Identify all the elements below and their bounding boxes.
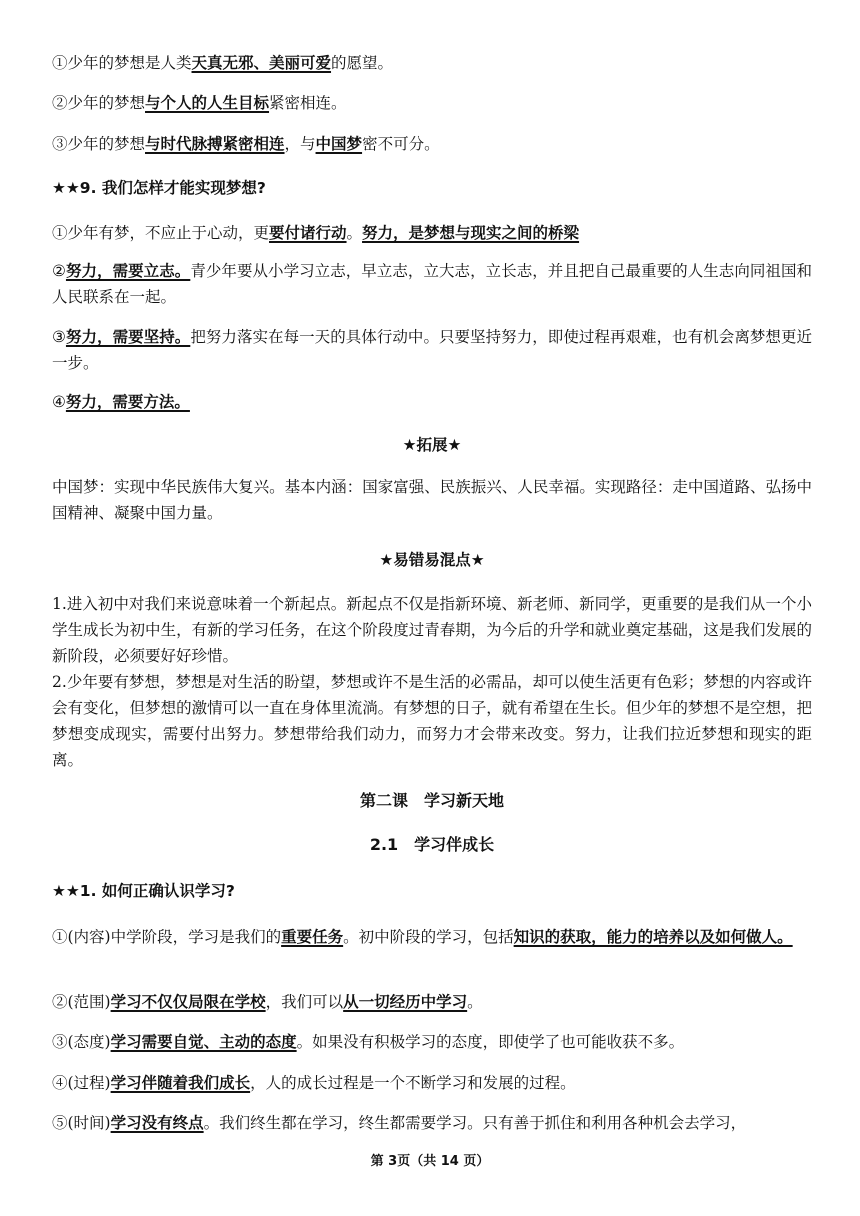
key-phrase: 重要任务 bbox=[281, 928, 344, 946]
text: ③ bbox=[52, 328, 66, 346]
q9-point-4 bbox=[52, 391, 812, 413]
key-phrase: 努力，需要坚持。 bbox=[65, 328, 191, 346]
text: ③(态度) bbox=[52, 1033, 111, 1051]
key-phrase: 努力，需要方法。 bbox=[65, 393, 190, 411]
text: ②(范围) bbox=[52, 993, 111, 1011]
text: 紧密相连。 bbox=[269, 94, 347, 112]
confusing-point-1: 1.进入初中对我们来说意味着一个新起点。新起点不仅是指新环境、新老师、新同学，更重要的是我们从一个小学生成长为初中生，有新的学习任务，在这个阶段度过青春期，为今后的升学和就业奠定基础，这是我们发展的新阶段，必须要好好珍惜。 bbox=[52, 595, 812, 665]
text: 密不可分。 bbox=[362, 135, 440, 153]
text: 。初中阶段的学习，包括 bbox=[343, 928, 514, 946]
key-phrase: 学习伴随着我们成长 bbox=[110, 1074, 251, 1092]
page-footer: 第 3页（共 14 页） bbox=[370, 1154, 490, 1169]
text: ，与 bbox=[284, 135, 316, 153]
text: ①少年的梦想是人类 bbox=[52, 54, 192, 72]
key-phrase: 知识的获取，能力的培养以及如何做人。 bbox=[513, 928, 793, 946]
key-phrase: 与时代脉搏紧密相连 bbox=[145, 135, 285, 153]
key-phrase: 学习没有终点 bbox=[110, 1114, 204, 1132]
text: 。 bbox=[346, 224, 363, 242]
key-phrase: 天真无邪、美丽可爱 bbox=[191, 54, 332, 72]
expand-text: 中国梦：实现中华民族伟大复兴。基本内涵：国家富强、民族振兴、人民幸福。实现路径：走中国道路、弘扬中国精神、凝聚中国力量。 bbox=[52, 478, 812, 522]
text: ①少年有梦，不应止于心动，更 bbox=[52, 224, 270, 242]
q9-point-2 bbox=[52, 258, 812, 310]
dream-point-1 bbox=[52, 52, 812, 74]
text: 青少年要从小学习立志，早立志，立大志，立长志，并且把自己最重要的人生志向同祖国和人民联系在一起。 bbox=[52, 262, 812, 306]
key-phrase: 学习不仅仅局限在学校 bbox=[110, 993, 266, 1011]
q1-point-4 bbox=[52, 1072, 812, 1094]
key-phrase: 从一切经历中学习 bbox=[343, 993, 468, 1011]
expand-title: ★拓展★ bbox=[402, 436, 462, 454]
text: ，我们可以 bbox=[265, 993, 344, 1011]
text: ，人的成长过程是一个不断学习和发展的过程。 bbox=[250, 1074, 576, 1092]
confusing-point-2: 2.少年要有梦想，梦想是对生活的盼望，梦想或许不是生活的必需品，却可以使生活更有色彩；梦想的内容或许会有变化，但梦想的激情可以一直在身体里流淌。有梦想的日子，就有希望在生长。但少年的梦想不是空想，把梦想变成现实，需要付出努力。梦想带给我们动力，而努力才会带来改变。努力，让我们拉近梦想和现实的距离。 bbox=[52, 673, 812, 769]
lesson-title: 第二课 学习新天地 bbox=[359, 791, 504, 810]
dream-point-2 bbox=[52, 92, 812, 114]
text: 把努力落实在每一天的具体行动中。只要坚持努力，即使过程再艰难，也有机会离梦想更近一步。 bbox=[52, 328, 812, 372]
text: ③少年的梦想 bbox=[52, 135, 146, 153]
q9-point-1 bbox=[52, 222, 812, 244]
question-1-heading: ★★1. 如何正确认识学习? bbox=[52, 882, 235, 900]
confusing-points-title: ★易错易混点★ bbox=[379, 551, 485, 569]
key-phrase: 努力，需要立志。 bbox=[65, 262, 191, 280]
key-phrase: 努力，是梦想与现实之间的桥梁 bbox=[362, 224, 580, 242]
q9-point-3 bbox=[52, 324, 812, 376]
key-phrase: 与个人的人生目标 bbox=[145, 94, 270, 112]
key-phrase: 要付诸行动 bbox=[269, 224, 347, 242]
section-title: 2.1 学习伴成长 bbox=[369, 835, 495, 854]
text: ①(内容)中学阶段，学习是我们的 bbox=[52, 928, 282, 946]
q1-point-3 bbox=[52, 1031, 812, 1053]
q1-point-5 bbox=[52, 1112, 812, 1134]
text: ④(过程) bbox=[52, 1074, 111, 1092]
text: 。 bbox=[467, 993, 483, 1011]
text: ④ bbox=[52, 393, 66, 411]
text: ⑤(时间) bbox=[52, 1114, 111, 1132]
text: 的愿望。 bbox=[331, 54, 394, 72]
text: ②少年的梦想 bbox=[52, 94, 146, 112]
key-phrase: 学习需要自觉、主动的态度 bbox=[110, 1033, 297, 1051]
text: ② bbox=[52, 262, 66, 280]
text: 。如果没有积极学习的态度，即使学了也可能收获不多。 bbox=[296, 1033, 685, 1051]
dream-point-3 bbox=[52, 133, 812, 155]
key-phrase: 中国梦 bbox=[315, 135, 363, 153]
q1-point-2 bbox=[52, 991, 812, 1013]
q1-point-1 bbox=[52, 924, 812, 950]
text: 。我们终生都在学习，终生都需要学习。只有善于抓住和利用各种机会去学习， bbox=[203, 1114, 747, 1132]
question-9-heading: ★★9. 我们怎样才能实现梦想? bbox=[52, 179, 266, 197]
